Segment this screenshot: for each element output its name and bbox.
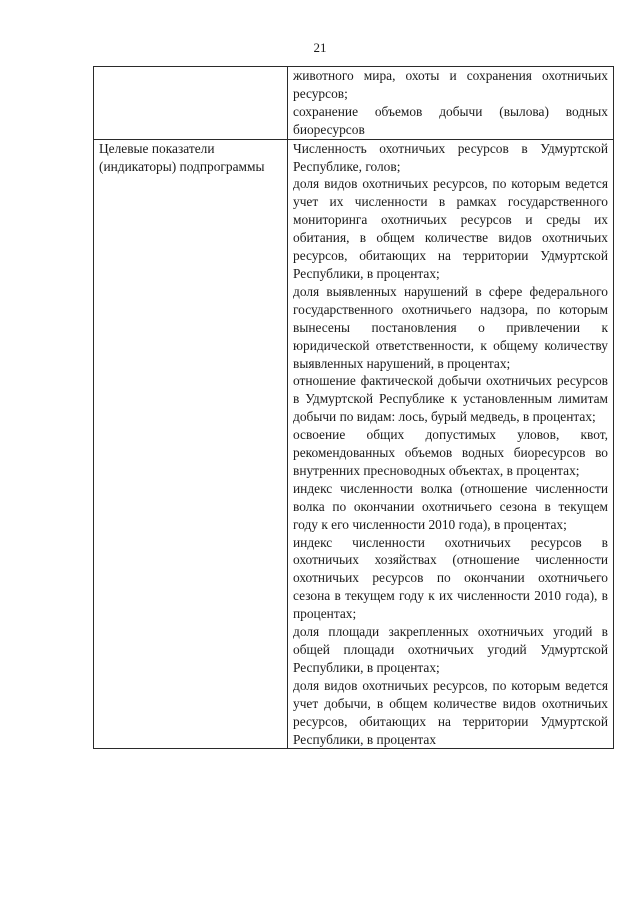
list-item: Численность охотничьих ресурсов в Удмуртской Республике, голов;: [293, 140, 608, 174]
table-row: [94, 139, 614, 749]
table-cell-label: [94, 139, 288, 749]
table-cell-content: [288, 67, 614, 140]
list-item: доля видов охотничьих ресурсов, по которым ведется учет добычи, в общем количестве видов охотничьих ресурсов, обитающих на территории Удмуртской Республики, в процентах: [293, 677, 608, 747]
row-label: Целевые показатели (индикаторы) подпрограммы: [99, 140, 265, 174]
list-item: отношение фактической добычи охотничьих ресурсов в Удмуртской Республике к установленным лимитам добычи по видам: лось, бурый медведь, в процентах;: [293, 373, 608, 425]
list-item: индекс численности волка (отношение численности волка по окончании охотничьего сезона в текущем году к его численности 2010 года), в процентах;: [293, 480, 608, 532]
table-row: [94, 67, 614, 140]
list-item: доля площади закрепленных охотничьих угодий в общей площади охотничьих угодий Удмуртской Республики, в процентах;: [293, 624, 608, 675]
list-item: доля выявленных нарушений в сфере федерального государственного охотничьего надзора, по которым вынесены постановления о привлечении к юридической ответственности, к общему количеству выявленных нарушений, в процентах;: [293, 283, 608, 371]
list-item: индекс численности охотничьих ресурсов в охотничьих хозяйствах (отношение численности охотничьих ресурсов по окончании охотничьего сезона в текущем году к их численности 2010 года), в процентах;: [293, 534, 608, 622]
list-item: освоение общих допустимых уловов, квот, рекомендованных объемов водных биоресурсов во внутренних пресноводных объектах, в процентах;: [293, 427, 608, 478]
list-item: сохранение объемов добычи (вылова) водных биоресурсов: [293, 103, 608, 137]
program-table: [93, 66, 614, 749]
table-cell-label: [94, 67, 288, 140]
table-cell-content: [288, 139, 614, 749]
page-number: 21: [313, 40, 327, 55]
list-item: доля видов охотничьих ресурсов, по которым ведется учет их численности в рамках государственного мониторинга охотничьих ресурсов и среды их обитания, в общем количестве видов охотничьих ресурсов, обитающих на территории Удмуртской Республики, в процентах;: [293, 176, 608, 281]
list-item: животного мира, охоты и сохранения охотничьих ресурсов;: [293, 68, 608, 101]
